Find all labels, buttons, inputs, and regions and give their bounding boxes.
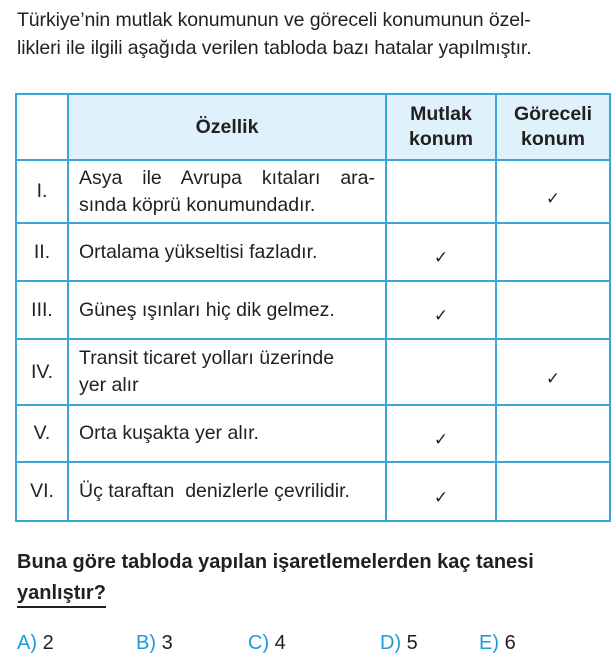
row-description — [68, 462, 386, 521]
row-description — [68, 160, 386, 223]
row-description-line-1: Üç taraftan denizlerle çevrilidir. — [79, 480, 350, 502]
question-line-2-underlined: yanlıştır? — [17, 582, 106, 608]
option-value: 6 — [504, 632, 516, 654]
option-value: 3 — [161, 632, 173, 654]
intro-line-2: likleri ile ilgili aşağıda verilen tabloda bazı hatalar yapılmıştır. — [17, 37, 532, 59]
table-row — [16, 462, 610, 521]
option-e[interactable] — [479, 632, 516, 655]
row-description-line-1: Transit ticaret yolları üzerinde — [79, 347, 335, 369]
option-value: 4 — [274, 632, 286, 654]
question-intro — [17, 6, 612, 62]
row-description — [68, 405, 386, 462]
option-d[interactable] — [380, 632, 418, 655]
header-relative-location — [496, 94, 610, 160]
absolute-check-cell: ✓ — [386, 281, 496, 339]
row-description — [68, 339, 386, 405]
absolute-check-cell: ✓ — [386, 405, 496, 462]
table-row — [16, 160, 610, 223]
header-relative-line-1: Göreceli — [513, 103, 593, 125]
row-description-line-1: Güneş ışınları hiç dik gelmez. — [79, 298, 335, 321]
question-stem — [17, 547, 612, 609]
relative-check-cell: ✓ — [496, 339, 610, 405]
row-description-line-1: Asya ile Avrupa kıtaları ara- — [79, 166, 375, 189]
row-description — [68, 281, 386, 339]
table-header-row — [16, 94, 610, 160]
header-absolute-location — [386, 94, 496, 160]
relative-check-cell: ✓ — [496, 160, 610, 223]
absolute-check-cell — [386, 160, 496, 223]
relative-check-cell — [496, 223, 610, 281]
absolute-check-cell — [386, 339, 496, 405]
row-description-line-1: Orta kuşakta yer alır. — [79, 422, 259, 444]
header-relative-line-2: konum — [521, 128, 585, 150]
row-number: V. — [16, 405, 68, 462]
option-letter: B) — [136, 632, 156, 654]
absolute-check-cell: ✓ — [386, 223, 496, 281]
table-row — [16, 281, 610, 339]
feature-table — [15, 93, 611, 522]
table-row — [16, 339, 610, 405]
row-description — [68, 223, 386, 281]
header-absolute-line-2: konum — [409, 128, 473, 150]
header-blank-cell — [16, 94, 68, 160]
row-number: I. — [16, 160, 68, 223]
option-letter: E) — [479, 632, 499, 654]
option-letter: C) — [248, 632, 270, 654]
answer-options — [17, 632, 612, 662]
row-number: III. — [16, 281, 68, 339]
option-letter: A) — [17, 632, 37, 654]
question-line-1: Buna göre tabloda yapılan işaretlemelerden kaç tanesi — [17, 551, 534, 573]
intro-line-1: Türkiye’nin mutlak konumunun ve göreceli konumunun özel- — [17, 9, 531, 31]
row-description-line-2: sında köprü konumundadır. — [79, 193, 316, 216]
option-value: 2 — [42, 632, 54, 654]
relative-check-cell — [496, 462, 610, 521]
option-b[interactable] — [136, 632, 173, 655]
relative-check-cell — [496, 281, 610, 339]
option-c[interactable] — [248, 632, 286, 655]
relative-check-cell — [496, 405, 610, 462]
table-row — [16, 223, 610, 281]
option-value: 5 — [406, 632, 418, 654]
row-number: VI. — [16, 462, 68, 521]
row-number: IV. — [16, 339, 68, 405]
option-a[interactable] — [17, 632, 54, 655]
row-description-line-2: yer alır — [79, 374, 139, 396]
header-absolute-line-1: Mutlak — [410, 103, 472, 125]
row-number: II. — [16, 223, 68, 281]
row-description-line-1: Ortalama yükseltisi fazladır. — [79, 240, 318, 263]
absolute-check-cell: ✓ — [386, 462, 496, 521]
header-feature: Özellik — [68, 94, 386, 160]
option-letter: D) — [380, 632, 402, 654]
table-row — [16, 405, 610, 462]
